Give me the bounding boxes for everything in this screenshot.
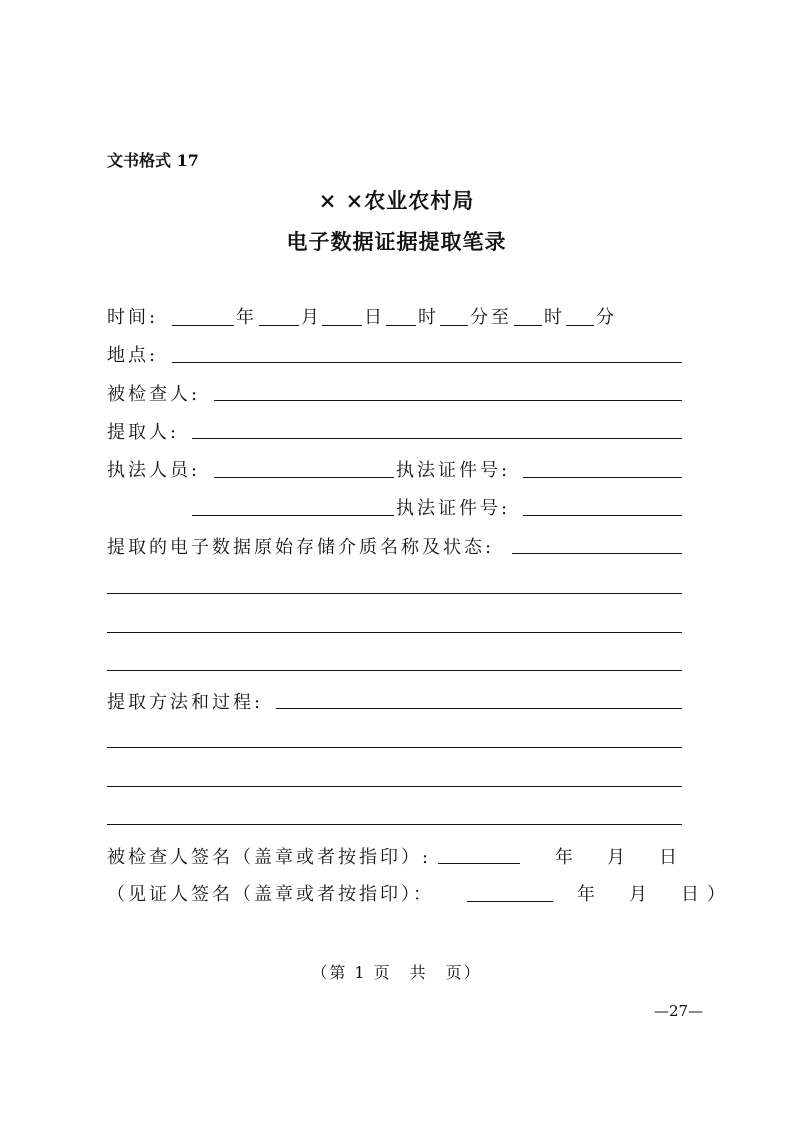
cert-number-field-2[interactable] (523, 515, 682, 516)
document-format-label: 文书格式 17 (107, 151, 199, 170)
method-label: 提取方法和过程: (107, 692, 264, 713)
storage-media-line-3[interactable] (107, 632, 682, 633)
officer-name-field-1[interactable] (214, 477, 394, 478)
time-label: 时间: (107, 307, 159, 328)
method-line-2[interactable] (107, 747, 682, 748)
agency-title: × ×农业农村局 (318, 188, 475, 213)
end-minute-label: 分 (596, 307, 617, 328)
document-title: 电子数据证据提取笔录 (286, 229, 507, 254)
end-hour-blank[interactable] (514, 325, 542, 326)
witness-signature-field[interactable] (467, 901, 553, 902)
officer-name-field-2[interactable] (192, 515, 394, 516)
hour-blank[interactable] (386, 325, 416, 326)
cert-number-field-1[interactable] (523, 477, 682, 478)
inspected-signature-field[interactable] (438, 863, 520, 864)
extractor-label: 提取人: (107, 422, 180, 443)
storage-media-label: 提取的电子数据原始存储介质名称及状态: (107, 537, 495, 558)
storage-media-line-4[interactable] (107, 670, 682, 671)
month-blank[interactable] (259, 325, 299, 326)
hour-label: 时 (418, 307, 439, 328)
storage-media-line-2[interactable] (107, 593, 682, 594)
storage-media-field[interactable] (512, 553, 682, 554)
extractor-field[interactable] (192, 438, 682, 439)
location-field[interactable] (172, 362, 682, 363)
inspected-signature-date: 年 月 日 (555, 847, 685, 868)
method-line-3[interactable] (107, 786, 682, 787)
inspected-party-label: 被检查人: (107, 384, 201, 405)
end-hour-label: 时 (544, 307, 565, 328)
minute-to-label: 分至 (470, 307, 512, 328)
year-blank[interactable] (172, 325, 234, 326)
witness-signature-date: 年 月 日） (577, 884, 733, 905)
method-field[interactable] (276, 708, 682, 709)
location-label: 地点: (107, 345, 159, 366)
minute-blank[interactable] (440, 325, 468, 326)
inspected-party-field[interactable] (214, 400, 682, 401)
year-label: 年 (236, 307, 257, 328)
cert-number-label-1: 执法证件号: (396, 460, 511, 481)
method-line-4[interactable] (107, 824, 682, 825)
officers-label: 执法人员: (107, 460, 201, 481)
month-label: 月 (301, 307, 322, 328)
page-number: —27— (654, 1002, 704, 1020)
inspected-signature-label: 被检查人签名（盖章或者按指印）: (107, 847, 432, 868)
day-blank[interactable] (322, 325, 362, 326)
end-minute-blank[interactable] (566, 325, 594, 326)
page-footer: （第 1 页 共 页） (311, 963, 482, 982)
day-label: 日 (364, 307, 385, 328)
witness-signature-label: （见证人签名（盖章或者按指印）： (107, 884, 434, 905)
cert-number-label-2: 执法证件号: (396, 498, 511, 519)
